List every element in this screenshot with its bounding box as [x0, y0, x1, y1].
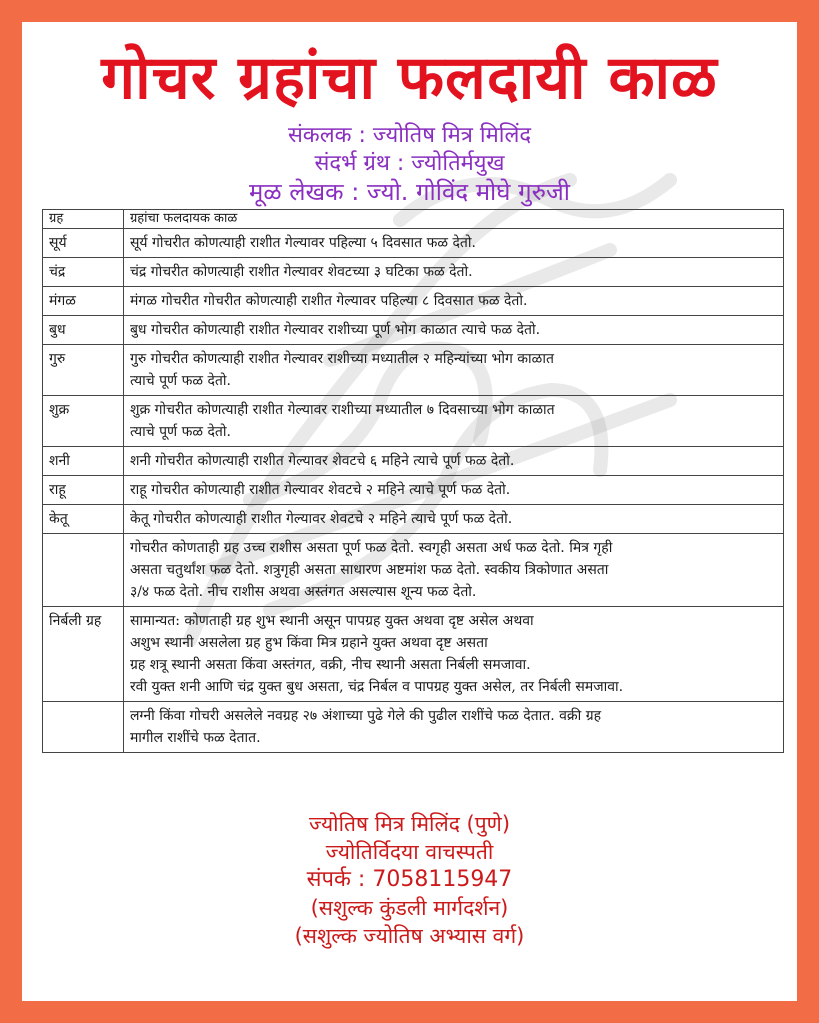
period-cell [123, 345, 783, 396]
planet-cell: चंद्र [43, 258, 124, 287]
planet-cell: शुक्र [43, 396, 124, 447]
period-line: त्याचे पूर्ण फळ देतो. [129, 424, 231, 440]
table-row [43, 505, 784, 534]
period-line: त्याचे पूर्ण फळ देतो. [129, 373, 231, 389]
table-row [43, 229, 784, 258]
period-cell [123, 447, 783, 476]
table-row [43, 476, 784, 505]
footer-block [0, 810, 819, 950]
table-row [43, 702, 784, 753]
period-cell [123, 396, 783, 447]
table-row [43, 447, 784, 476]
reference-line: संदर्भ ग्रंथ : ज्योतिर्मयुख [314, 151, 505, 176]
period-line: मंगळ गोचरीत गोचरीत कोणत्याही राशीत गेल्यावर पहिल्या ८ दिवसात फळ देतो. [129, 293, 528, 309]
planet-cell: निर्बली ग्रह [43, 607, 124, 702]
table-header-row [43, 210, 784, 229]
period-line: केतू गोचरीत कोणत्याही राशीत गेल्यावर शेवटचे २ महिने त्याचे पूर्ण फळ देतो. [129, 511, 513, 527]
period-cell [123, 287, 783, 316]
period-cell [123, 258, 783, 287]
table-row [43, 345, 784, 396]
period-line: मागील राशींचे फळ देतात. [129, 730, 261, 746]
period-line: ग्रह शत्रू स्थानी असता किंवा अस्तंगत, वक्री, नीच स्थानी असता निर्बली समजावा. [129, 657, 531, 673]
author-line: मूळ लेखक : ज्यो. गोविंद मोघे गुरुजी [249, 178, 570, 206]
planet-cell: शनी [43, 447, 124, 476]
period-cell [123, 505, 783, 534]
period-cell [123, 316, 783, 345]
planet-cell: केतू [43, 505, 124, 534]
period-line: शनी गोचरीत कोणत्याही राशीत गेल्यावर शेवटचे ६ महिने त्याचे पूर्ण फळ देतो. [129, 453, 515, 469]
table-row [43, 316, 784, 345]
period-line: ३/४ फळ देतो. नीच राशीस अथवा अस्तंगत असल्यास शून्य फळ देतो. [129, 584, 477, 600]
period-line: लग्नी किंवा गोचरी असलेले नवग्रह २७ अंशाच्या पुढे गेले की पुढील राशींचे फळ देतात. वक्री ग्रह [129, 708, 602, 724]
period-cell [123, 229, 783, 258]
footer-service-class: (सशुल्क ज्योतिष अभ्यास वर्ग) [294, 924, 525, 948]
table-row [43, 534, 784, 607]
period-line: असता चतुर्थांश फळ देतो. शत्रुगृही असता साधारण अष्टमांश फळ देतो. स्वकीय त्रिकोणात असता [129, 562, 609, 578]
period-cell [123, 607, 783, 702]
planet-cell: राहू [43, 476, 124, 505]
footer-degree: ज्योतिर्विदया वाचस्पती [325, 840, 494, 864]
planet-cell: सूर्य [43, 229, 124, 258]
period-line: बुध गोचरीत कोणत्याही राशीत गेल्यावर राशीच्या पूर्ण भोग काळात त्याचे फळ देतो. [129, 322, 541, 338]
footer-contact: संपर्क : 7058115947 [306, 867, 513, 892]
planet-cell: गुरु [43, 345, 124, 396]
period-line: सूर्य गोचरीत कोणत्याही राशीत गेल्यावर पहिल्या ५ दिवसात फळ देतो. [129, 235, 476, 251]
compiler-line: संकलक : ज्योतिष मित्र मिलिंद [287, 123, 532, 148]
table-row [43, 607, 784, 702]
table-row [43, 258, 784, 287]
header-cell-planet: ग्रह [43, 210, 124, 229]
period-line: अशुभ स्थानी असलेला ग्रह हुभ किंवा मित्र ग्रहाने युक्त अथवा दृष्ट असता [129, 635, 488, 651]
table-row [43, 287, 784, 316]
planet-cell: मंगळ [43, 287, 124, 316]
page-title: गोचर ग्रहांचा फलदायी काळ [101, 43, 718, 113]
period-line: सामान्यत: कोणताही ग्रह शुभ स्थानी असून पापग्रह युक्त अथवा दृष्ट असेल अथवा [129, 613, 534, 629]
header-cell-period: ग्रहांचा फलदायक काळ [123, 210, 783, 229]
transit-table [42, 209, 784, 753]
footer-name: ज्योतिष मित्र मिलिंद (पुणे) [308, 812, 511, 836]
period-line: शुक्र गोचरीत कोणत्याही राशीत गेल्यावर राशीच्या मध्यातील ७ दिवसाच्या भोग काळात [129, 402, 555, 418]
period-line: गुरु गोचरीत कोणत्याही राशीत गेल्यावर राशीच्या मध्यातील २ महिन्यांच्या भोग काळात [129, 351, 554, 367]
planet-cell [43, 702, 124, 753]
period-cell [123, 534, 783, 607]
period-line: रवी युक्त शनी आणि चंद्र युक्त बुध असता, चंद्र निर्बल व पापग्रह युक्त असेल, तर निर्बली समजावा. [129, 679, 624, 695]
footer-service-kundali: (सशुल्क कुंडली मार्गदर्शन) [310, 896, 509, 920]
period-cell [123, 702, 783, 753]
period-line: चंद्र गोचरीत कोणत्याही राशीत गेल्यावर शेवटच्या ३ घटिका फळ देतो. [129, 264, 473, 280]
period-cell [123, 476, 783, 505]
period-line: राहू गोचरीत कोणत्याही राशीत गेल्यावर शेवटचे २ महिने त्याचे पूर्ण फळ देतो. [129, 482, 511, 498]
planet-cell [43, 534, 124, 607]
planet-cell: बुध [43, 316, 124, 345]
table-row [43, 396, 784, 447]
period-line: गोचरीत कोणताही ग्रह उच्च राशीस असता पूर्ण फळ देतो. स्वगृही असता अर्ध फळ देतो. मित्र गृही [129, 540, 613, 556]
